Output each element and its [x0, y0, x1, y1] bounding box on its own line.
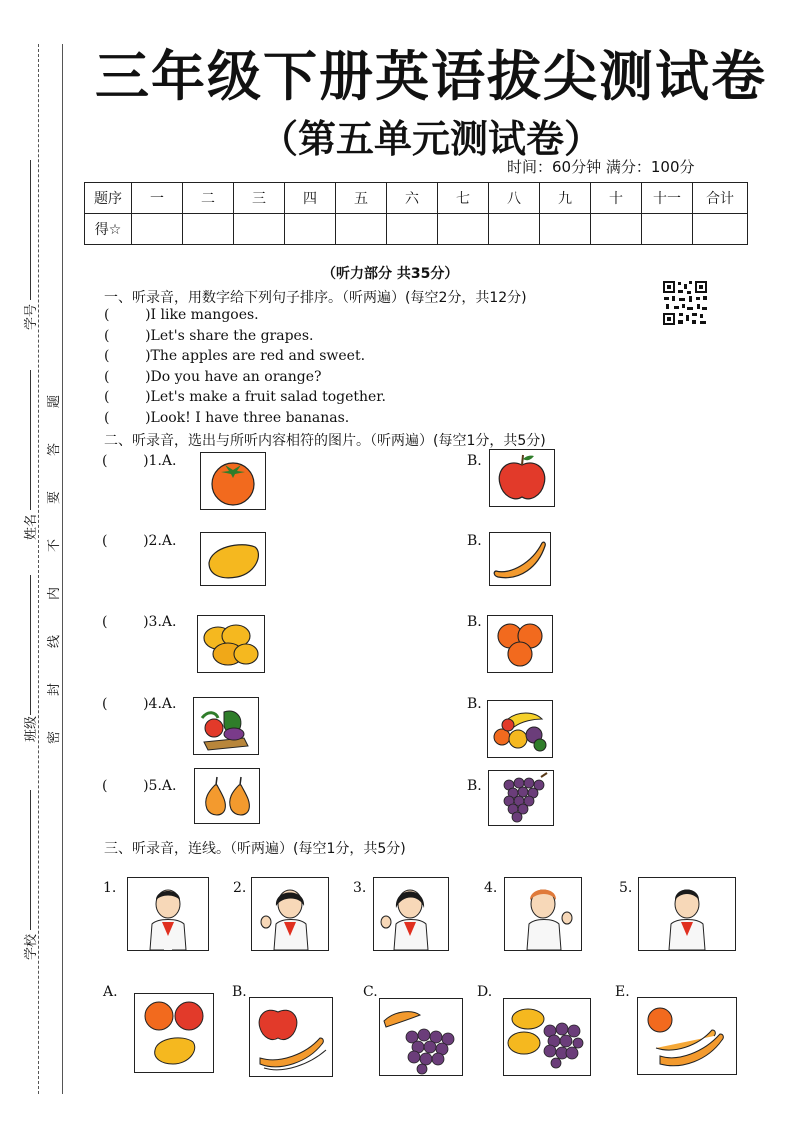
mangoes-and-grapes-picture[interactable] — [503, 998, 591, 1076]
score-header-cell: 六 — [387, 183, 438, 214]
seal-char: 内 — [47, 586, 63, 601]
score-row-label: 得☆ — [85, 214, 132, 245]
score-cell[interactable] — [183, 214, 234, 245]
s3-letter: E. — [615, 984, 630, 1000]
s1-item[interactable]: ( )Look! I have three bananas. — [104, 410, 350, 426]
s2-question[interactable]: ( )5.A. — [102, 778, 177, 794]
class-blank[interactable] — [30, 575, 31, 715]
score-cell[interactable] — [285, 214, 336, 245]
score-header-cell: 合计 — [693, 183, 748, 214]
s1-sentence: Let's share the grapes. — [150, 328, 314, 344]
vegetables-picture[interactable] — [193, 697, 259, 755]
qr-code-icon — [662, 280, 708, 326]
s3-number: 5. — [619, 880, 633, 896]
listening-section-heading: （听力部分 共35分） — [322, 266, 459, 282]
foreign-boy-picture[interactable] — [504, 877, 582, 951]
s3-number: 1. — [103, 880, 117, 896]
section-2-title: 二、听录音，选出与所听内容相符的图片。（听两遍）(每空1分，共5分) — [104, 433, 546, 449]
s3-letter: C. — [363, 984, 378, 1000]
s1-item[interactable]: ( )Do you have an orange? — [104, 369, 322, 385]
school-blank[interactable] — [30, 790, 31, 930]
s1-sentence: Look! I have three bananas. — [150, 410, 350, 426]
student-number-blank[interactable] — [30, 160, 31, 300]
score-header-cell: 十 — [591, 183, 642, 214]
boy-2-picture[interactable] — [638, 877, 736, 951]
seal-char: 线 — [47, 634, 63, 649]
score-header-cell: 四 — [285, 183, 336, 214]
oranges-and-mango-picture[interactable] — [134, 993, 214, 1073]
seal-char: 要 — [47, 490, 63, 505]
score-header-cell: 九 — [540, 183, 591, 214]
score-table — [84, 182, 748, 245]
apple-picture[interactable] — [489, 449, 555, 507]
class-label: 班级 — [24, 715, 39, 742]
pears-picture[interactable] — [194, 768, 260, 824]
tomato-picture[interactable] — [200, 452, 266, 510]
s2-question[interactable]: ( )2.A. — [102, 533, 177, 549]
s1-sentence: I like mangoes. — [150, 307, 259, 323]
three-mangoes-picture[interactable] — [197, 615, 265, 673]
score-table-score-row — [85, 214, 748, 245]
option-b-label: B. — [467, 614, 482, 630]
s3-letter: D. — [477, 984, 493, 1000]
s3-letter: A. — [103, 984, 118, 1000]
s1-sentence: Do you have an orange? — [150, 369, 322, 385]
banana-picture[interactable] — [489, 532, 551, 586]
seal-char: 封 — [47, 682, 63, 697]
score-table-header-row — [85, 183, 748, 214]
three-oranges-picture[interactable] — [487, 615, 553, 673]
seal-char: 密 — [47, 730, 63, 745]
s2-question[interactable]: ( )1.A. — [102, 453, 177, 469]
score-header-cell: 一 — [132, 183, 183, 214]
s3-number: 4. — [484, 880, 498, 896]
option-b-label: B. — [467, 778, 482, 794]
score-header-cell: 五 — [336, 183, 387, 214]
score-cell[interactable] — [591, 214, 642, 245]
fruit-basket-picture[interactable] — [487, 700, 553, 758]
score-cell[interactable] — [132, 214, 183, 245]
score-header-cell: 二 — [183, 183, 234, 214]
s3-number: 3. — [353, 880, 367, 896]
s1-sentence: The apples are red and sweet. — [150, 348, 366, 364]
seal-char: 题 — [47, 394, 63, 409]
section-1-title: 一、听录音，用数字给下列句子排序。（听两遍）(每空2分，共12分) — [104, 290, 527, 306]
score-cell[interactable] — [489, 214, 540, 245]
name-label: 姓名 — [24, 513, 39, 540]
banana-and-grapes-picture[interactable] — [379, 998, 463, 1076]
mango-picture[interactable] — [200, 532, 266, 586]
girl-waving-picture[interactable] — [251, 877, 329, 951]
score-cell[interactable] — [387, 214, 438, 245]
girl-picture[interactable] — [373, 877, 449, 951]
option-b-label: B. — [467, 533, 482, 549]
orange-and-bananas-picture[interactable] — [637, 997, 737, 1075]
s1-item[interactable]: ( )The apples are red and sweet. — [104, 348, 366, 364]
s3-number: 2. — [233, 880, 247, 896]
score-cell[interactable] — [438, 214, 489, 245]
student-number-label: 学号 — [24, 303, 39, 330]
section-3-title: 三、听录音，连线。（听两遍）(每空1分，共5分) — [104, 841, 406, 857]
score-cell[interactable] — [234, 214, 285, 245]
score-cell[interactable] — [642, 214, 693, 245]
score-header-cell: 十一 — [642, 183, 693, 214]
score-header-cell: 三 — [234, 183, 285, 214]
seal-char: 答 — [47, 442, 63, 457]
time-info: 时间：60分钟 满分：100分 — [507, 158, 695, 176]
binding-solid-line — [62, 44, 63, 1094]
s1-item[interactable]: ( )I like mangoes. — [104, 307, 259, 323]
boy-picture[interactable] — [127, 877, 209, 951]
s1-item[interactable]: ( )Let's make a fruit salad together. — [104, 389, 386, 405]
option-b-label: B. — [467, 453, 482, 469]
s2-question[interactable]: ( )4.A. — [102, 696, 177, 712]
score-cell[interactable] — [540, 214, 591, 245]
page-subtitle: （第五单元测试卷） — [260, 117, 603, 161]
s1-sentence: Let's make a fruit salad together. — [150, 389, 386, 405]
page-title: 三年级下册英语拔尖测试卷 — [95, 45, 767, 108]
score-header-cell: 八 — [489, 183, 540, 214]
option-b-label: B. — [467, 696, 482, 712]
grapes-picture[interactable] — [488, 770, 554, 826]
score-cell[interactable] — [336, 214, 387, 245]
s1-item[interactable]: ( )Let's share the grapes. — [104, 328, 314, 344]
seal-char: 不 — [47, 538, 63, 553]
score-header-cell: 七 — [438, 183, 489, 214]
score-header-cell: 题序 — [85, 183, 132, 214]
s2-question[interactable]: ( )3.A. — [102, 614, 177, 630]
name-blank[interactable] — [30, 370, 31, 510]
s3-letter: B. — [232, 984, 247, 1000]
apple-and-bananas-picture[interactable] — [249, 997, 333, 1077]
school-label: 学校 — [24, 933, 39, 960]
score-cell[interactable] — [693, 214, 748, 245]
